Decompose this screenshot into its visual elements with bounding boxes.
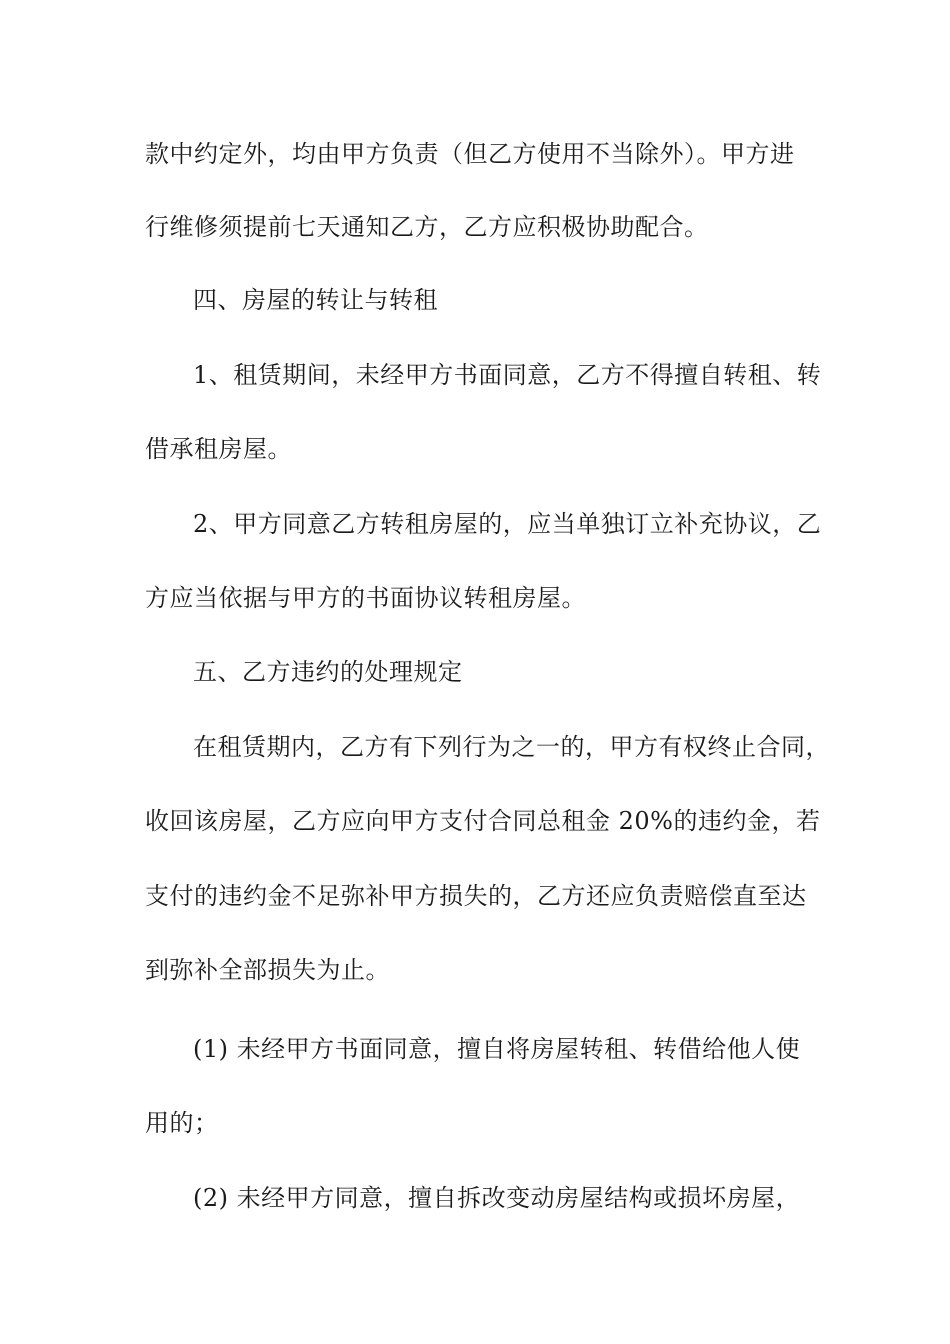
paragraph-line: 行维修须提前七天通知乙方，乙方应积极协助配合。: [145, 213, 709, 241]
paragraph-line: 支付的违约金不足弥补甲方损失的，乙方还应负责赔偿直至达: [145, 882, 807, 910]
list-item: (1) 未经甲方书面同意，擅自将房屋转租、转借给他人使: [193, 1035, 801, 1063]
paragraph-line: 2、甲方同意乙方转租房屋的，应当单独订立补充协议，乙: [193, 510, 822, 538]
section-heading: 五、乙方违约的处理规定: [193, 658, 463, 686]
paragraph-line: 方应当依据与甲方的书面协议转租房屋。: [145, 584, 586, 612]
paragraph-line: 用的；: [145, 1109, 219, 1137]
paragraph-line: 到弥补全部损失为止。: [145, 956, 390, 984]
list-item: (2) 未经甲方同意，擅自拆改变动房屋结构或损坏房屋，: [193, 1184, 801, 1212]
section-heading: 四、房屋的转让与转租: [193, 286, 438, 314]
paragraph-line: 收回该房屋，乙方应向甲方支付合同总租金 20%的违约金，若: [145, 807, 821, 835]
paragraph-line: 借承租房屋。: [145, 435, 292, 463]
paragraph-line: 款中约定外，均由甲方负责（但乙方使用不当除外）。甲方进: [145, 140, 795, 168]
paragraph-line: 1、租赁期间，未经甲方书面同意，乙方不得擅自转租、转: [193, 361, 822, 389]
paragraph-line: 在租赁期内，乙方有下列行为之一的，甲方有权终止合同，: [193, 733, 830, 761]
